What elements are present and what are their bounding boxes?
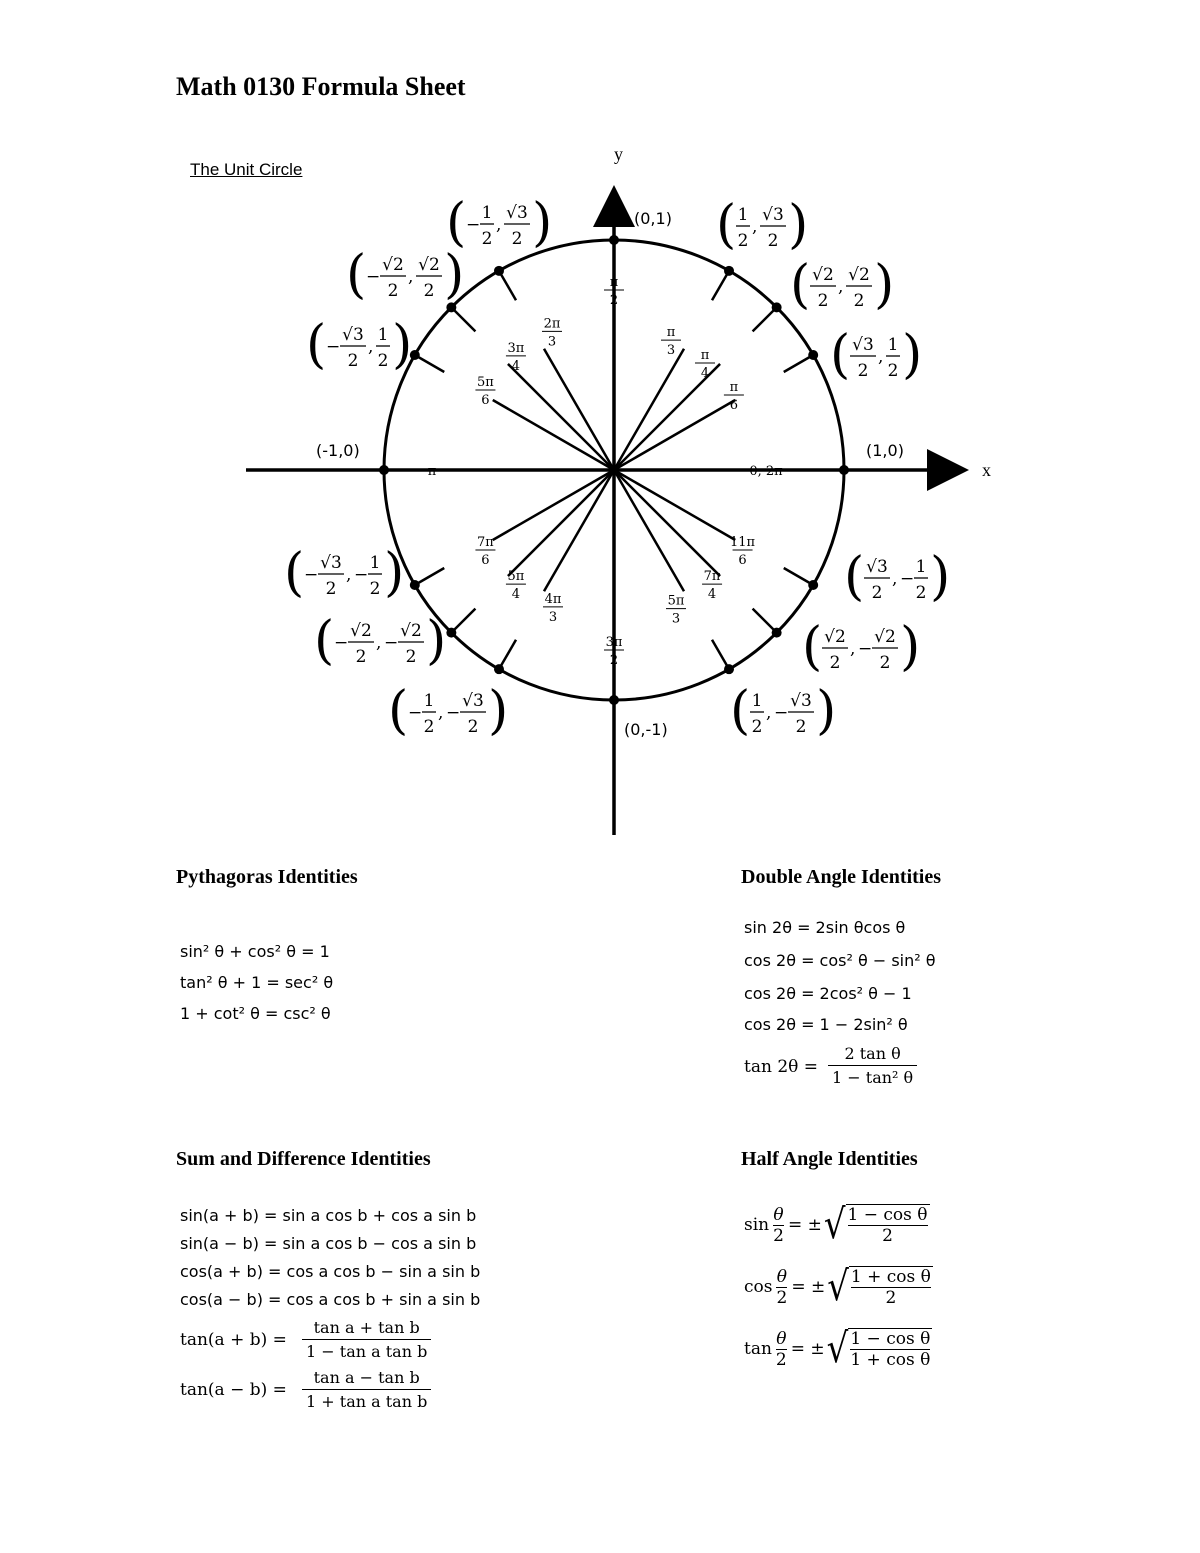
fraction-denominator: 1 + cos θ bbox=[850, 1350, 931, 1370]
angle-numerator: 3π bbox=[507, 340, 525, 356]
angle-tick bbox=[451, 609, 475, 633]
circle-point bbox=[724, 664, 734, 674]
angle-label bbox=[724, 380, 744, 413]
close-paren: ) bbox=[444, 245, 465, 305]
close-paren: ) bbox=[788, 195, 809, 255]
x-denominator: 2 bbox=[829, 653, 841, 673]
function-name: sin bbox=[744, 1215, 770, 1235]
angle-tick bbox=[451, 307, 475, 331]
sum-difference-title: Sum and Difference Identities bbox=[176, 1148, 431, 1170]
open-paren: ( bbox=[284, 543, 305, 603]
fraction-denominator: 2 bbox=[775, 1349, 787, 1370]
x-sign: − bbox=[408, 703, 423, 723]
y-denominator: 2 bbox=[853, 291, 865, 311]
x-axis-label: x bbox=[982, 460, 991, 480]
open-paren: ( bbox=[388, 681, 409, 741]
coordinate-pair bbox=[306, 315, 412, 375]
half-angle-sin bbox=[744, 1201, 930, 1249]
x-numerator: 1 bbox=[423, 691, 435, 711]
fraction-numerator: tan a + tan b bbox=[313, 1318, 420, 1337]
close-paren: ) bbox=[900, 617, 921, 677]
x-sign: − bbox=[366, 267, 381, 287]
x-denominator: 2 bbox=[751, 717, 763, 737]
y-denominator: 2 bbox=[467, 717, 479, 737]
angle-denominator: 3 bbox=[666, 343, 676, 359]
sum-difference-identity: cos(a − b) = cos a cos b + sin a sin b bbox=[180, 1290, 481, 1309]
close-paren: ) bbox=[426, 611, 447, 671]
half-angle-title: Half Angle Identities bbox=[741, 1148, 918, 1170]
double-angle-title: Double Angle Identities bbox=[741, 866, 942, 888]
circle-point bbox=[446, 628, 456, 638]
x-numerator: 1 bbox=[751, 691, 763, 711]
angle-denominator: 6 bbox=[481, 393, 490, 408]
y-numerator: 1 bbox=[887, 335, 899, 355]
angle-tick bbox=[499, 640, 516, 669]
angle-denominator: 4 bbox=[511, 587, 521, 603]
angle-numerator: π bbox=[666, 325, 676, 341]
x-denominator: 2 bbox=[387, 281, 399, 301]
pythagoras-title: Pythagoras Identities bbox=[176, 866, 358, 888]
coord-0-neg1: (0,-1) bbox=[624, 720, 668, 739]
tan-difference-lhs: tan(a − b) = bbox=[180, 1380, 287, 1400]
y-axis-label: y bbox=[614, 144, 623, 164]
fraction-numerator: 2 tan θ bbox=[844, 1044, 901, 1063]
half-angle-tan bbox=[744, 1325, 932, 1373]
open-paren: ( bbox=[830, 325, 851, 385]
angle-label bbox=[543, 592, 563, 625]
x-numerator: √3 bbox=[320, 553, 342, 573]
angle-tick bbox=[415, 568, 444, 585]
open-paren: ( bbox=[314, 611, 335, 671]
angle-tick bbox=[499, 271, 516, 300]
half-angle-cos bbox=[744, 1263, 933, 1311]
close-paren: ) bbox=[384, 543, 405, 603]
x-denominator: 2 bbox=[355, 647, 367, 667]
close-paren: ) bbox=[874, 255, 895, 315]
comma: , bbox=[752, 217, 758, 237]
x-denominator: 2 bbox=[817, 291, 829, 311]
close-paren: ) bbox=[488, 681, 509, 741]
angle-label bbox=[661, 325, 681, 358]
fraction-numerator: θ bbox=[776, 1328, 787, 1349]
angle-tick bbox=[712, 640, 729, 669]
angle-numerator: 11π bbox=[730, 535, 756, 550]
sum-difference-identity: sin(a − b) = sin a cos b − cos a sin b bbox=[180, 1234, 477, 1253]
angle-denominator: 6 bbox=[729, 398, 739, 413]
comma: , bbox=[438, 703, 444, 723]
double-angle-tan-lhs: tan 2θ = bbox=[744, 1057, 819, 1077]
unit-circle-diagram bbox=[0, 130, 1200, 850]
coordinate-pair bbox=[790, 255, 894, 315]
angle-tick bbox=[784, 568, 813, 585]
open-paren: ( bbox=[346, 245, 367, 305]
pythagoras-identity: sin² θ + cos² θ = 1 bbox=[180, 942, 330, 961]
fraction-denominator: 1 + tan a tan b bbox=[302, 1389, 431, 1411]
angle-denominator: 4 bbox=[511, 358, 521, 374]
comma: , bbox=[496, 215, 502, 235]
angle-denominator: 3 bbox=[548, 609, 558, 625]
angle-tick bbox=[753, 307, 777, 331]
y-numerator: 1 bbox=[915, 557, 927, 577]
circle-point bbox=[494, 266, 504, 276]
y-denominator: 2 bbox=[767, 231, 779, 251]
x-denominator: 2 bbox=[347, 351, 359, 371]
comma: , bbox=[368, 337, 374, 357]
fraction-denominator: 1 − tan² θ bbox=[828, 1065, 917, 1087]
comma: , bbox=[878, 347, 884, 367]
angle-label bbox=[695, 348, 715, 381]
y-denominator: 2 bbox=[369, 579, 381, 599]
angle-denominator: 6 bbox=[738, 553, 747, 568]
y-denominator: 2 bbox=[915, 583, 927, 603]
x-denominator: 2 bbox=[857, 361, 869, 381]
angle-numerator: 7π bbox=[703, 569, 721, 585]
x-denominator: 2 bbox=[325, 579, 337, 599]
coordinate-pair bbox=[284, 543, 404, 603]
angle-numerator: 5π bbox=[477, 375, 494, 390]
circle-point bbox=[609, 235, 619, 245]
angle-denominator: 6 bbox=[481, 553, 490, 568]
close-paren: ) bbox=[392, 315, 413, 375]
open-paren: ( bbox=[730, 681, 751, 741]
y-denominator: 2 bbox=[879, 653, 891, 673]
function-name: cos bbox=[744, 1277, 773, 1297]
angle-label bbox=[542, 316, 562, 349]
y-denominator: 2 bbox=[405, 647, 417, 667]
x-numerator: √2 bbox=[382, 255, 404, 275]
coordinate-pair bbox=[844, 547, 950, 607]
y-numerator: √2 bbox=[418, 255, 440, 275]
fraction-denominator: 2 bbox=[851, 1287, 931, 1308]
angle-label bbox=[730, 535, 756, 568]
y-sign: − bbox=[900, 569, 915, 589]
x-sign: − bbox=[326, 337, 341, 357]
angle-label-zero: 0, 2π bbox=[749, 464, 783, 479]
coordinate-pair bbox=[388, 681, 508, 741]
x-numerator: √3 bbox=[342, 325, 364, 345]
equals-plus-minus: = ± bbox=[787, 1215, 822, 1235]
angle-denominator: 2 bbox=[609, 653, 619, 668]
coordinate-pair bbox=[716, 195, 808, 255]
coordinate-pair bbox=[830, 325, 922, 385]
close-paren: ) bbox=[902, 325, 923, 385]
fraction-denominator: 1 − tan a tan b bbox=[302, 1339, 431, 1361]
x-numerator: √2 bbox=[812, 265, 834, 285]
comma: , bbox=[376, 633, 382, 653]
angle-denominator: 4 bbox=[707, 587, 717, 603]
open-paren: ( bbox=[790, 255, 811, 315]
circle-point bbox=[808, 350, 818, 360]
angle-denominator: 3 bbox=[671, 611, 681, 627]
coordinate-pair bbox=[802, 617, 920, 677]
coordinate-pair bbox=[346, 245, 464, 305]
y-numerator: 1 bbox=[369, 553, 381, 573]
tan-sum-fraction bbox=[302, 1318, 431, 1361]
y-denominator: 2 bbox=[795, 717, 807, 737]
fraction-numerator: 1 − cos θ bbox=[850, 1329, 931, 1349]
pythagoras-identity: 1 + cot² θ = csc² θ bbox=[180, 1004, 331, 1023]
comma: , bbox=[346, 565, 352, 585]
equals-plus-minus: = ± bbox=[790, 1339, 825, 1359]
x-denominator: 2 bbox=[481, 229, 493, 249]
fraction-numerator: 1 + cos θ bbox=[850, 1267, 931, 1287]
x-sign: − bbox=[334, 633, 349, 653]
fraction-denominator: 2 bbox=[773, 1225, 784, 1246]
comma: , bbox=[892, 569, 898, 589]
x-sign: − bbox=[304, 565, 319, 585]
coord-0-1: (0,1) bbox=[634, 209, 672, 228]
comma: , bbox=[408, 267, 414, 287]
y-sign: − bbox=[354, 565, 369, 585]
angle-numerator: 7π bbox=[477, 535, 494, 550]
y-denominator: 2 bbox=[887, 361, 899, 381]
y-sign: − bbox=[858, 639, 873, 659]
circle-point bbox=[839, 465, 849, 475]
fraction-numerator: θ bbox=[776, 1266, 788, 1287]
circle-point bbox=[379, 465, 389, 475]
function-name: tan bbox=[744, 1339, 772, 1359]
unit-circle-heading: The Unit Circle bbox=[190, 160, 303, 179]
angle-label-pi: π bbox=[427, 464, 437, 479]
angle-label bbox=[475, 375, 495, 408]
page-title: Math 0130 Formula Sheet bbox=[176, 72, 466, 101]
coordinate-pair bbox=[314, 611, 446, 671]
double-angle-tan-fraction bbox=[828, 1044, 917, 1087]
angle-numerator: π bbox=[700, 348, 710, 364]
angle-numerator: 3π bbox=[605, 635, 623, 650]
angle-tick bbox=[753, 609, 777, 633]
x-numerator: √3 bbox=[866, 557, 888, 577]
origin-point bbox=[609, 465, 619, 475]
coord-1-0: (1,0) bbox=[866, 441, 904, 460]
x-denominator: 2 bbox=[737, 231, 749, 251]
open-paren: ( bbox=[716, 195, 737, 255]
x-numerator: √3 bbox=[852, 335, 874, 355]
sum-difference-identity: sin(a + b) = sin a cos b + cos a sin b bbox=[180, 1206, 477, 1225]
angle-numerator: 5π bbox=[667, 593, 685, 609]
y-numerator: √3 bbox=[790, 691, 812, 711]
comma: , bbox=[838, 277, 844, 297]
y-numerator: √2 bbox=[400, 621, 422, 641]
angle-label bbox=[506, 341, 526, 374]
angle-numerator: 4π bbox=[544, 591, 562, 607]
angle-numerator: 5π bbox=[507, 569, 525, 585]
pythagoras-identity: tan² θ + 1 = sec² θ bbox=[180, 973, 334, 992]
comma: , bbox=[850, 639, 856, 659]
fraction-numerator: tan a − tan b bbox=[313, 1368, 420, 1387]
y-sign: − bbox=[446, 703, 461, 723]
x-numerator: √2 bbox=[824, 627, 846, 647]
double-angle-identity: cos 2θ = cos² θ − sin² θ bbox=[744, 951, 936, 970]
y-numerator: √3 bbox=[762, 205, 784, 225]
angle-label bbox=[702, 569, 722, 602]
double-angle-identity: cos 2θ = 2cos² θ − 1 bbox=[744, 984, 912, 1003]
angle-denominator: 3 bbox=[547, 334, 557, 350]
fraction-numerator: θ bbox=[773, 1204, 784, 1225]
tan-sum-lhs: tan(a + b) = bbox=[180, 1330, 287, 1350]
angle-label bbox=[666, 594, 686, 627]
x-numerator: 1 bbox=[481, 203, 493, 223]
y-denominator: 2 bbox=[377, 351, 389, 371]
y-numerator: √2 bbox=[848, 265, 870, 285]
y-numerator: √3 bbox=[506, 203, 528, 223]
circle-point bbox=[609, 695, 619, 705]
x-denominator: 2 bbox=[871, 583, 883, 603]
radical-sign: √ bbox=[823, 1201, 846, 1249]
radical-sign: √ bbox=[827, 1263, 849, 1311]
x-denominator: 2 bbox=[423, 717, 435, 737]
fraction-denominator: 2 bbox=[776, 1287, 788, 1308]
angle-tick bbox=[712, 271, 729, 300]
circle-point bbox=[808, 580, 818, 590]
y-denominator: 2 bbox=[511, 229, 523, 249]
angle-denominator: 4 bbox=[700, 366, 710, 382]
circle-point bbox=[772, 302, 782, 312]
circle-point bbox=[724, 266, 734, 276]
open-paren: ( bbox=[306, 315, 327, 375]
circle-point bbox=[772, 628, 782, 638]
open-paren: ( bbox=[802, 617, 823, 677]
y-numerator: √2 bbox=[874, 627, 896, 647]
coordinate-pair bbox=[446, 193, 552, 253]
open-paren: ( bbox=[844, 547, 865, 607]
close-paren: ) bbox=[930, 547, 951, 607]
x-sign: − bbox=[466, 215, 481, 235]
angle-tick bbox=[784, 355, 813, 372]
x-numerator: 1 bbox=[737, 205, 749, 225]
circle-point bbox=[410, 580, 420, 590]
y-numerator: √3 bbox=[462, 691, 484, 711]
comma: , bbox=[766, 703, 772, 723]
angle-numerator: 2π bbox=[543, 316, 561, 332]
double-angle-identity: cos 2θ = 1 − 2sin² θ bbox=[744, 1015, 908, 1034]
double-angle-identity: sin 2θ = 2sin θcos θ bbox=[744, 918, 906, 937]
angle-numerator: π bbox=[729, 380, 739, 395]
close-paren: ) bbox=[816, 681, 837, 741]
y-sign: − bbox=[774, 703, 789, 723]
angle-tick bbox=[415, 355, 444, 372]
angle-label bbox=[506, 569, 526, 602]
circle-point bbox=[494, 664, 504, 674]
open-paren: ( bbox=[446, 193, 467, 253]
fraction-numerator: 1 − cos θ bbox=[847, 1205, 928, 1225]
angle-label bbox=[475, 535, 495, 568]
angle-denominator: 2 bbox=[609, 293, 619, 308]
fraction-denominator: 2 bbox=[848, 1225, 928, 1246]
y-sign: − bbox=[384, 633, 399, 653]
y-denominator: 2 bbox=[423, 281, 435, 301]
coord-neg1-0: (-1,0) bbox=[316, 441, 360, 460]
x-numerator: √2 bbox=[350, 621, 372, 641]
equals-plus-minus: = ± bbox=[791, 1277, 826, 1297]
sum-difference-identity: cos(a + b) = cos a cos b − sin a sin b bbox=[180, 1262, 481, 1281]
close-paren: ) bbox=[532, 193, 553, 253]
coordinate-pair bbox=[730, 681, 836, 741]
tan-difference-fraction bbox=[302, 1368, 431, 1411]
angle-numerator: π bbox=[609, 275, 619, 290]
y-numerator: 1 bbox=[377, 325, 389, 345]
radical-sign: √ bbox=[826, 1325, 849, 1373]
